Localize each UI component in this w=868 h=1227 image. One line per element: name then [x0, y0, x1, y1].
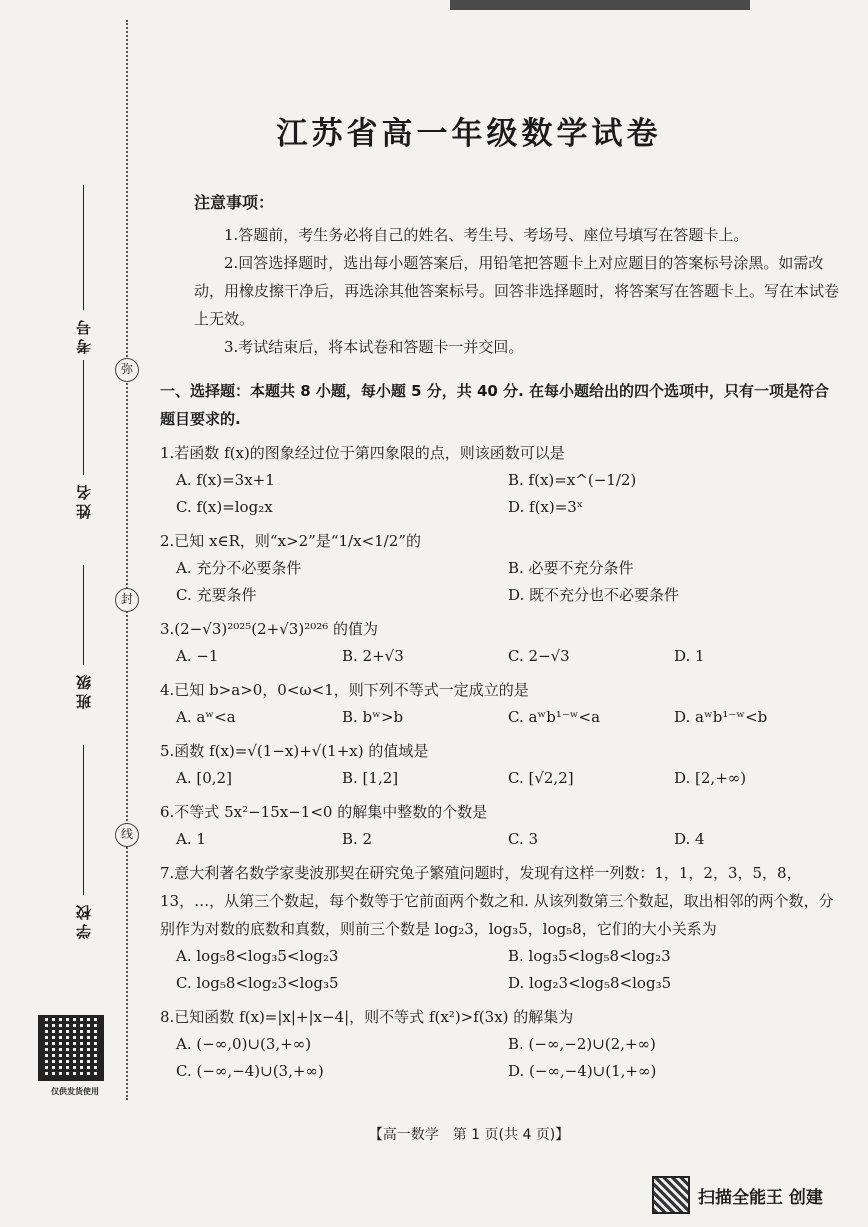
option-c: C. [√2,2] — [508, 769, 574, 787]
question-5 — [160, 737, 840, 792]
section-heading: 一、选择题：本题共 8 小题，每小题 5 分，共 40 分. 在每小题给出的四个选项中，只有一项是符合题目要求的. — [160, 382, 830, 428]
question-1 — [160, 439, 840, 521]
option-a: A. [0,2] — [176, 769, 232, 787]
question-stem: 5.函数 f(x)=√(1−x)+√(1+x) 的值域是 — [160, 742, 429, 760]
option-d: D. aʷb¹⁻ʷ<b — [674, 708, 768, 726]
option-d: D. 既不充分也不必要条件 — [508, 586, 680, 604]
option-c: C. f(x)=log₂x — [176, 498, 273, 516]
question-3 — [160, 615, 840, 670]
field-underline — [83, 565, 84, 665]
option-a: A. f(x)=3x+1 — [176, 471, 275, 489]
option-a: A. −1 — [176, 647, 219, 665]
question-stem: 4.已知 b>a>0，0<ω<1，则下列不等式一定成立的是 — [160, 681, 529, 699]
scanner-watermark — [652, 1176, 823, 1214]
option-d: D. log₂3<log₅8<log₃5 — [508, 974, 672, 992]
option-b: B. bʷ>b — [342, 708, 404, 726]
top-dark-strip — [450, 0, 750, 10]
question-4 — [160, 676, 840, 731]
option-d: D. (−∞,−4)∪(1,+∞) — [508, 1062, 657, 1080]
question-stem: 3.(2−√3)²⁰²⁵(2+√3)²⁰²⁶ 的值为 — [160, 620, 379, 638]
question-6 — [160, 798, 840, 853]
option-c: C. 2−√3 — [508, 647, 570, 665]
binding-dotted-line — [126, 20, 128, 1100]
side-field-class[interactable] — [68, 565, 98, 709]
question-2 — [160, 527, 840, 609]
option-b: B. 必要不充分条件 — [508, 559, 634, 577]
option-a: A. 1 — [176, 830, 206, 848]
scanner-qr-icon — [652, 1176, 690, 1214]
seal-char-xian: 线 — [115, 823, 139, 847]
option-a: A. log₅8<log₃5<log₂3 — [176, 947, 339, 965]
option-b: B. (−∞,−2)∪(2,+∞) — [508, 1035, 656, 1053]
notice-heading: 注意事项： — [194, 193, 275, 212]
option-b: B. log₃5<log₅8<log₂3 — [508, 947, 671, 965]
side-field-label: 考号 — [74, 316, 93, 354]
option-b: B. f(x)=x^(−1/2) — [508, 471, 637, 489]
side-field-label: 姓名 — [74, 481, 93, 519]
side-field-school[interactable] — [68, 745, 98, 939]
page-footer: 【高一数学 第 1 页(共 4 页)】 — [368, 1127, 570, 1143]
scanner-label: 扫描全能王 创建 — [698, 1187, 823, 1208]
option-a: A. (−∞,0)∪(3,+∞) — [176, 1035, 312, 1053]
notice-item: 3.考试结束后，将本试卷和答题卡一并交回。 — [224, 338, 524, 356]
option-c: C. (−∞,−4)∪(3,+∞) — [176, 1062, 324, 1080]
option-d: D. 4 — [674, 830, 705, 848]
qr-caption: 仅供发货使用 — [51, 1087, 99, 1096]
notice-item: 1.答题前，考生务必将自己的姓名、考生号、考场号、座位号填写在答题卡上。 — [224, 226, 749, 244]
field-underline — [83, 360, 84, 475]
option-a: A. 充分不必要条件 — [176, 559, 302, 577]
question-stem: 7.意大利著名数学家斐波那契在研究兔子繁殖问题时，发现有这样一列数：1，1，2，3，5，8，13，…，从第三个数起，每个数等于它前面两个数之和. 从该列数第三个数起，取出相邻的两个数，分别作为对数的底数和真数，则前三个数是 log₂3，log₃5，log₅8，它们的大小关系为 — [160, 864, 834, 938]
option-b: B. 2+√3 — [342, 647, 404, 665]
option-a: A. aʷ<a — [176, 708, 236, 726]
question-8 — [160, 1003, 840, 1085]
option-c: C. 充要条件 — [176, 586, 257, 604]
side-field-name[interactable] — [68, 360, 98, 519]
field-underline — [83, 185, 84, 310]
seal-char-mi: 弥 — [115, 358, 139, 382]
option-c: C. aʷb¹⁻ʷ<a — [508, 708, 601, 726]
question-stem: 2.已知 x∈R，则“x>2”是“1/x<1/2”的 — [160, 532, 421, 550]
option-c: C. log₅8<log₂3<log₃5 — [176, 974, 339, 992]
exam-content — [160, 190, 840, 1085]
field-underline — [83, 745, 84, 895]
question-7 — [160, 859, 840, 997]
question-stem: 8.已知函数 f(x)=|x|+|x−4|，则不等式 f(x²)>f(3x) 的解集为 — [160, 1008, 574, 1026]
question-stem: 1.若函数 f(x)的图象经过位于第四象限的点，则该函数可以是 — [160, 444, 565, 462]
notice-item: 2.回答选择题时，选出每小题答案后，用铅笔把答题卡上对应题目的答案标号涂黑。如需改动，用橡皮擦干净后，再选涂其他答案标号。回答非选择题时，将答案写在答题卡上。写在本试卷上无效。 — [194, 254, 840, 328]
qr-code-icon — [38, 1015, 104, 1081]
page-title: 江苏省高一年级数学试卷 — [276, 116, 662, 152]
question-stem: 6.不等式 5x²−15x−1<0 的解集中整数的个数是 — [160, 803, 488, 821]
side-field-label: 班级 — [74, 671, 93, 709]
option-d: D. [2,+∞) — [674, 769, 747, 787]
side-field-exam-number[interactable] — [68, 185, 98, 354]
option-b: B. [1,2] — [342, 769, 399, 787]
option-c: C. 3 — [508, 830, 539, 848]
option-d: D. f(x)=3ˣ — [508, 498, 584, 516]
option-b: B. 2 — [342, 830, 373, 848]
option-d: D. 1 — [674, 647, 705, 665]
notice-section — [160, 190, 840, 361]
seal-char-feng: 封 — [115, 588, 139, 612]
side-field-label: 学校 — [74, 901, 93, 939]
